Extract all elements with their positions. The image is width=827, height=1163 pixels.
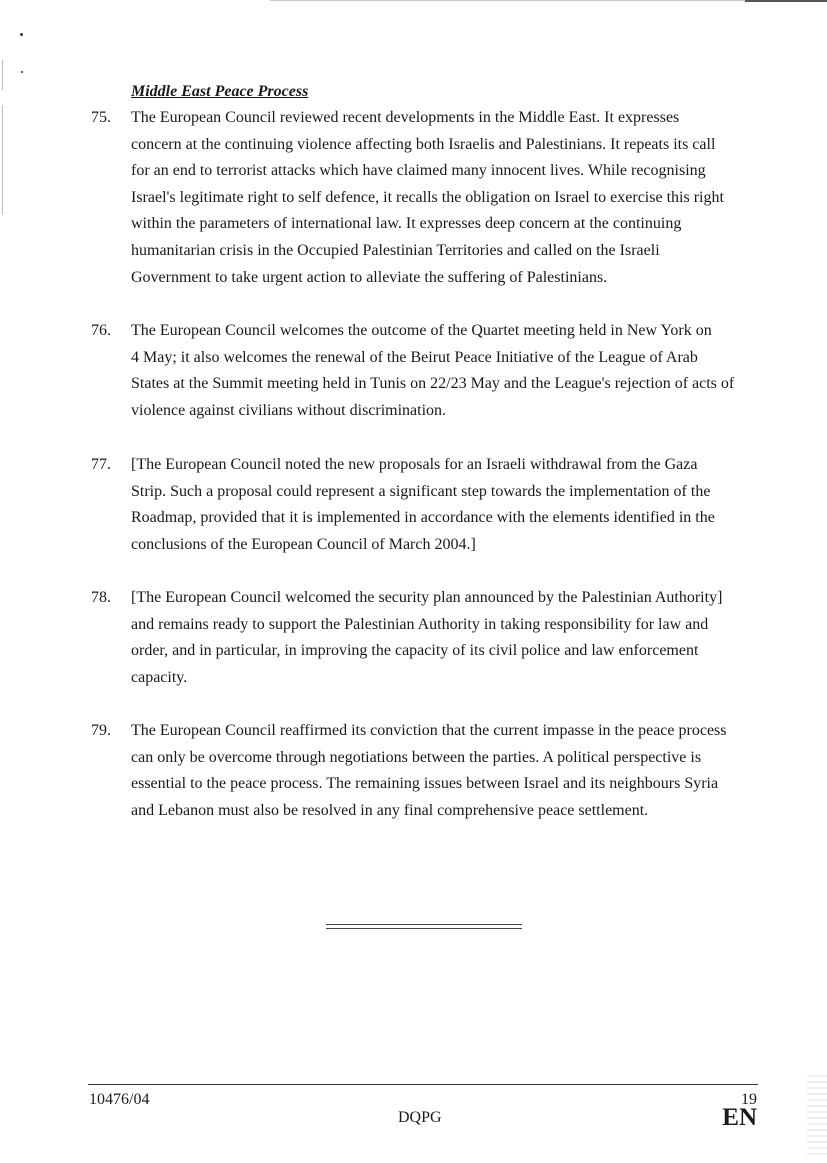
paragraph-line: humanitarian crisis in the Occupied Palestinian Territories and called on the Israeli xyxy=(131,241,660,259)
paragraph-line: within the parameters of international law. It expresses deep concern at the continuing xyxy=(131,215,682,233)
paragraph-body xyxy=(131,318,771,424)
paragraph-line: and Lebanon must also be resolved in any final comprehensive peace settlement. xyxy=(131,801,649,819)
page-number: 19 xyxy=(741,1091,757,1108)
paragraph-line: conclusions of the European Council of March 2004.] xyxy=(131,535,476,553)
paragraph-body xyxy=(131,585,771,691)
document-number: 10476/04 xyxy=(89,1091,150,1108)
paragraph-line: order, and in particular, in improving the capacity of its civil police and law enforcement xyxy=(131,642,699,660)
scan-margin-mark xyxy=(2,60,3,90)
scan-edge-noise xyxy=(807,1075,827,1155)
paragraph-number: 77. xyxy=(91,456,111,473)
paragraph-line: Roadmap, provided that it is implemented in accordance with the elements identified in the xyxy=(131,509,715,527)
directorate-code: DQPG xyxy=(398,1109,442,1126)
language-code: EN xyxy=(722,1104,757,1131)
paragraph-line: for an end to terrorist attacks which have claimed many innocent lives. While recognising xyxy=(131,162,706,180)
paragraph-line: The European Council reviewed recent developments in the Middle East. It expresses xyxy=(131,109,680,126)
paragraph-line: The European Council reaffirmed its conviction that the current impasse in the peace process xyxy=(131,722,727,739)
paragraph-body xyxy=(131,105,771,291)
paragraph-line: Israel's legitimate right to self defence, it recalls the obligation on Israel to exercise this right xyxy=(131,188,724,206)
paragraph-body xyxy=(131,452,771,558)
footer-divider xyxy=(88,1084,758,1085)
paragraph-line: The European Council welcomes the outcome of the Quartet meeting held in New York on xyxy=(131,322,712,339)
paragraph-line: [The European Council welcomed the security plan announced by the Palestinian Authority] xyxy=(131,589,723,606)
scan-margin-mark xyxy=(2,105,3,215)
paragraph-line: Strip. Such a proposal could represent a significant step towards the implementation of the xyxy=(131,482,711,500)
paragraph-body xyxy=(131,718,771,824)
paragraph-number: 76. xyxy=(91,322,111,339)
paragraph-line: Government to take urgent action to alleviate the suffering of Palestinians. xyxy=(131,268,608,286)
paragraph-line: violence against civilians without discrimination. xyxy=(131,401,447,419)
paragraph-line: States at the Summit meeting held in Tunis on 22/23 May and the League's rejection of acts of xyxy=(131,375,735,393)
paragraph-line: capacity. xyxy=(131,668,188,686)
section-heading: Middle East Peace Process xyxy=(131,83,309,100)
paragraph-line: concern at the continuing violence affecting both Israelis and Palestinians. It repeats its call xyxy=(131,135,716,153)
scan-edge-mark xyxy=(745,0,827,2)
paragraph-line: essential to the peace process. The remaining issues between Israel and its neighbours Syria xyxy=(131,775,719,793)
scan-edge-line xyxy=(270,0,827,1)
paragraph-line: and remains ready to support the Palestinian Authority in taking responsibility for law and xyxy=(131,615,709,633)
scan-speck xyxy=(20,33,23,36)
paragraph-line: [The European Council noted the new proposals for an Israeli withdrawal from the Gaza xyxy=(131,456,698,473)
end-of-text-rule xyxy=(326,924,522,929)
paragraph-number: 75. xyxy=(91,109,111,126)
paragraph-number: 78. xyxy=(91,589,111,606)
paragraph-line: can only be overcome through negotiations between the parties. A political perspective is xyxy=(131,748,702,766)
paragraph-line: 4 May; it also welcomes the renewal of the Beirut Peace Initiative of the League of Arab xyxy=(131,348,698,366)
paragraph-number: 79. xyxy=(91,722,111,739)
scan-speck xyxy=(21,71,23,73)
